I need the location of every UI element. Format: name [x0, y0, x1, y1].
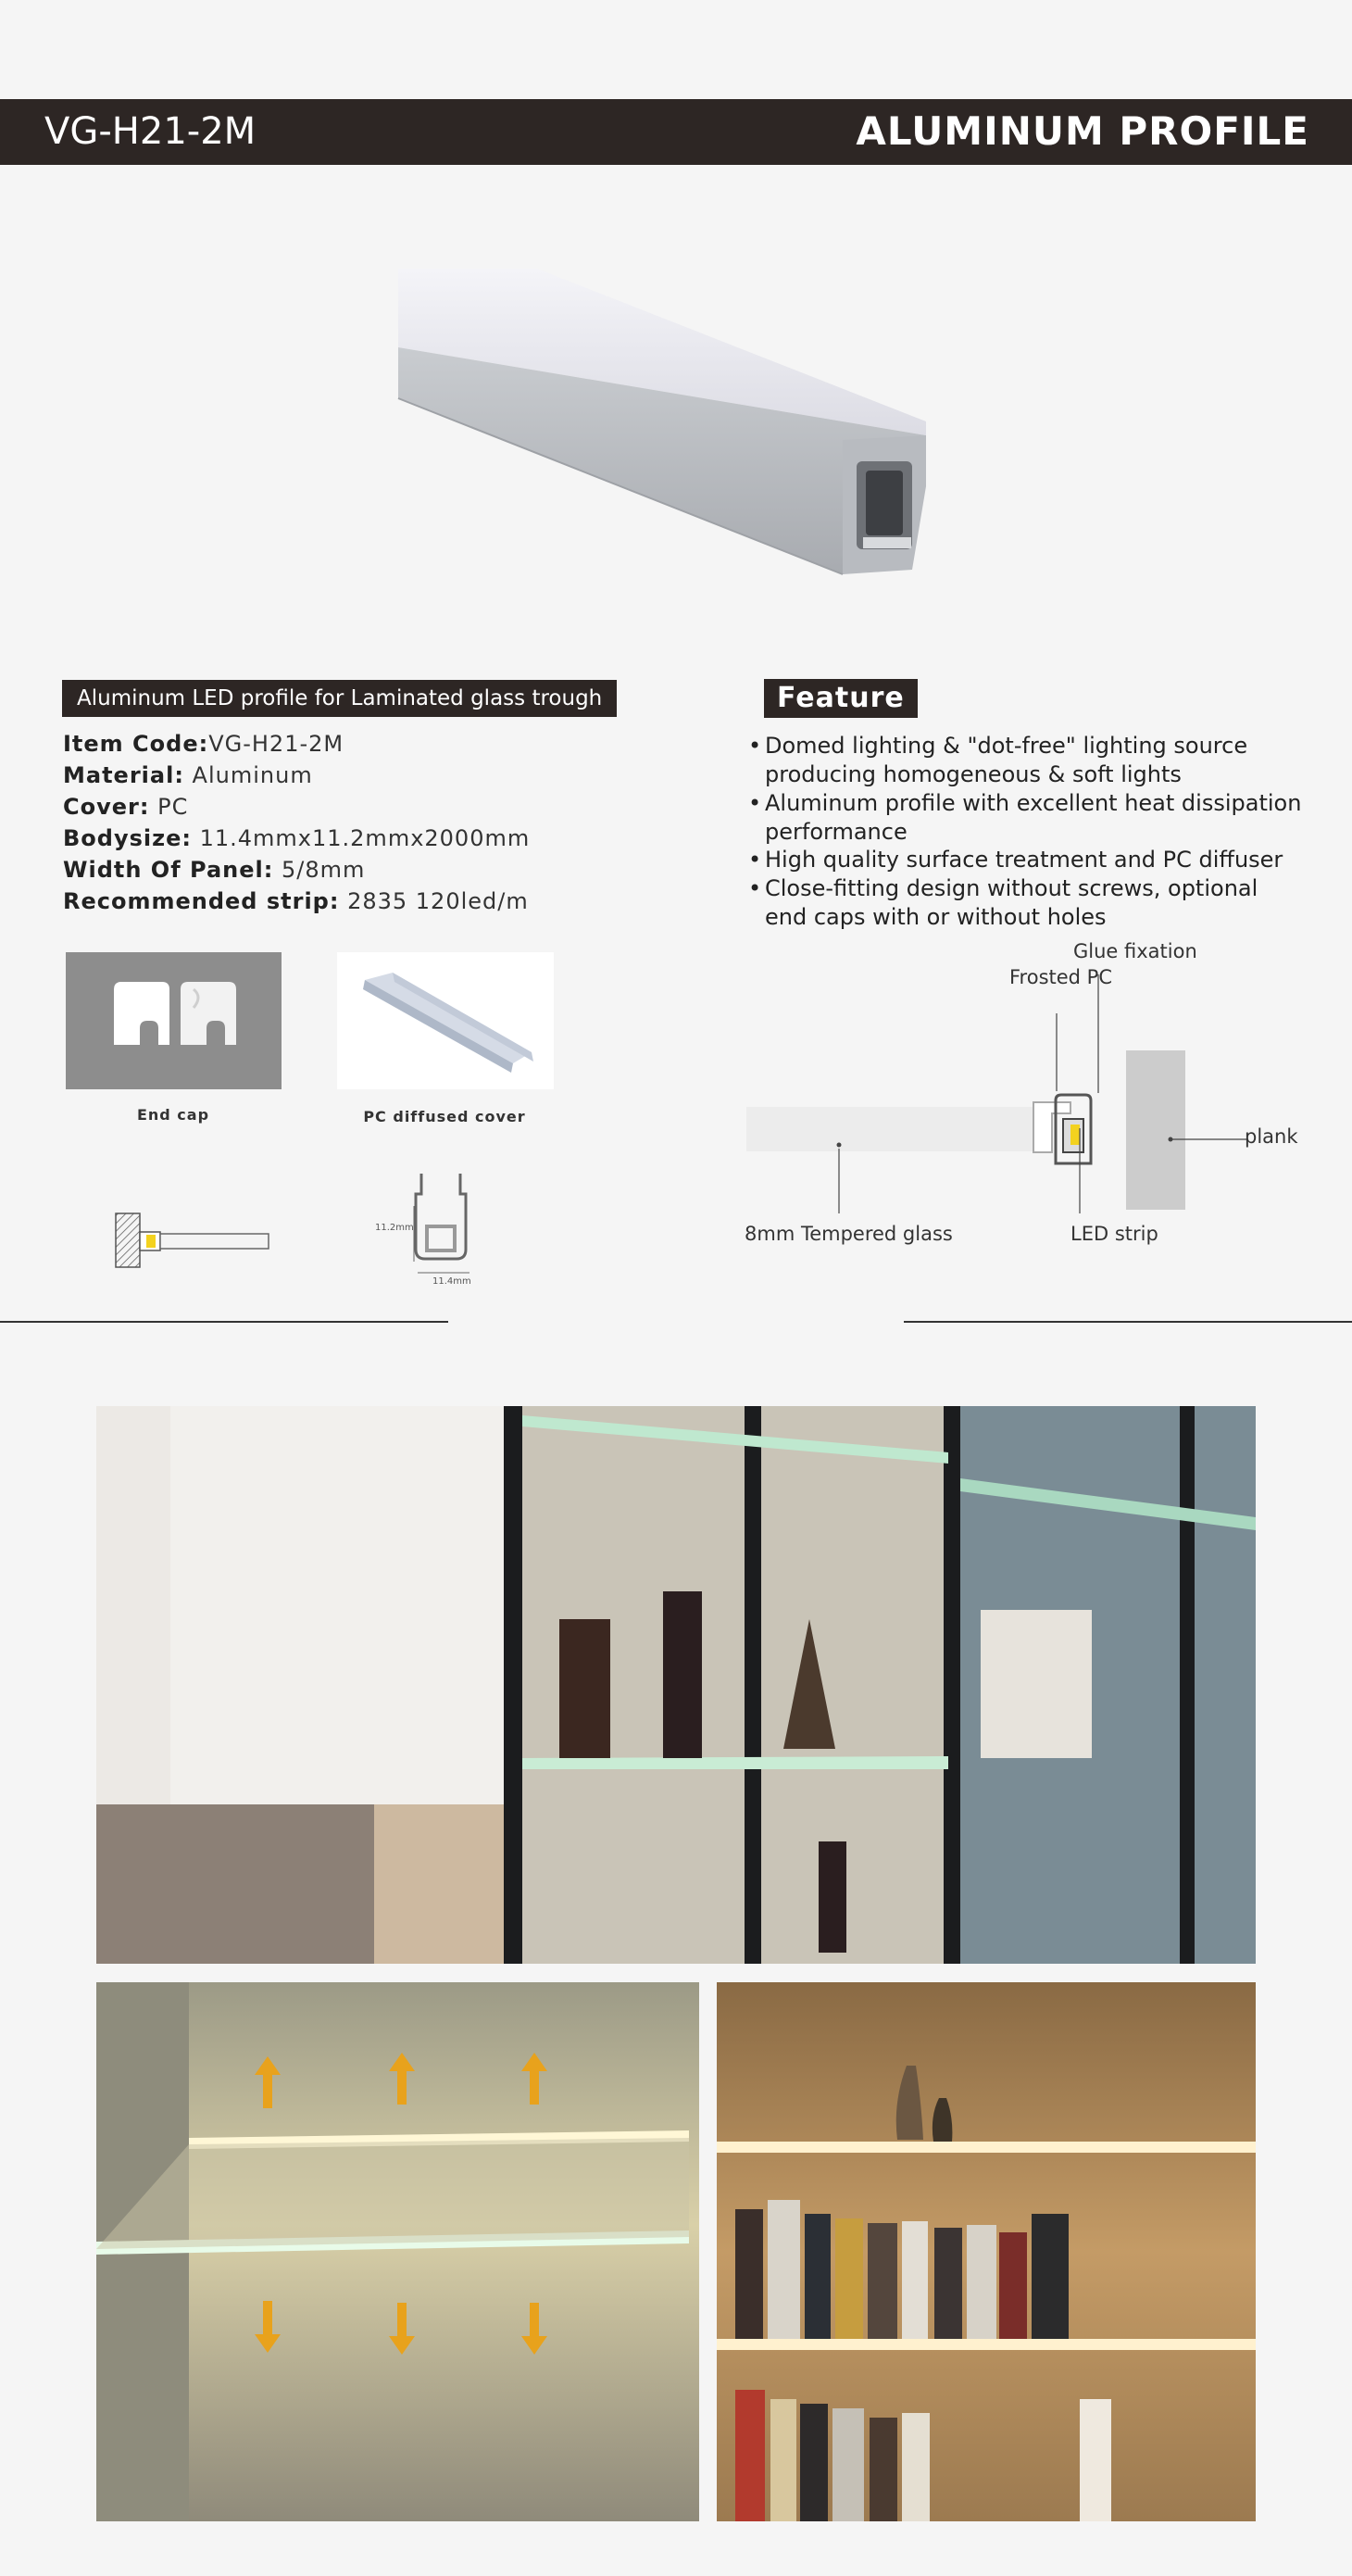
- product-profile-image: [389, 259, 945, 584]
- end-cap-icon: [66, 952, 282, 1089]
- cabinet-photo-image: [96, 1406, 1256, 1964]
- spec-bodysize: Bodysize: 11.4mmx11.2mmx2000mm: [63, 825, 531, 851]
- bookshelf-photo: [717, 1982, 1256, 2521]
- glass-shelf-photo: [96, 1982, 699, 2521]
- model-code: VG-H21-2M: [44, 110, 257, 153]
- spec-heading: Aluminum LED profile for Laminated glass trough: [62, 680, 617, 717]
- plank-label: plank: [1245, 1125, 1298, 1148]
- spec-recommended-strip: Recommended strip: 2835 120led/m: [63, 888, 529, 914]
- end-cap-image: [66, 952, 282, 1089]
- mount-diagram: [111, 1204, 278, 1278]
- end-cap-label: End cap: [136, 1106, 210, 1124]
- spec-material: Material: Aluminum: [63, 762, 313, 788]
- bookshelf-photo-image: [717, 1982, 1256, 2521]
- installation-diagram: [737, 936, 1330, 1250]
- cabinet-photo: [96, 1406, 1256, 1964]
- height-dimension: 11.2mm: [375, 1223, 414, 1233]
- feature-item: • Aluminum profile with excellent heat dissipation performance: [748, 790, 1302, 845]
- page-title: ALUMINUM PROFILE: [856, 108, 1309, 154]
- feature-item: • Domed lighting & "dot-free" lighting source producing homogeneous & soft lights: [748, 733, 1248, 787]
- led-strip-label: LED strip: [1070, 1223, 1158, 1245]
- glass-shelf-photo-image: [96, 1982, 699, 2521]
- section-dimension-diagram: [366, 1169, 500, 1294]
- spec-panel-width: Width Of Panel: 5/8mm: [63, 857, 366, 883]
- frosted-pc-label: Frosted PC: [1009, 966, 1112, 988]
- glass-label: 8mm Tempered glass: [745, 1223, 953, 1245]
- width-dimension: 11.4mm: [432, 1276, 471, 1287]
- divider-left: [0, 1321, 448, 1323]
- feature-heading: Feature: [764, 679, 918, 718]
- pc-cover-icon: [337, 952, 554, 1089]
- glue-label: Glue fixation: [1073, 940, 1197, 962]
- divider-right: [904, 1321, 1352, 1323]
- spec-cover: Cover: PC: [63, 794, 189, 820]
- feature-item: • Close-fitting design without screws, optional end caps with or without holes: [748, 875, 1258, 930]
- pc-cover-label: PC diffused cover: [363, 1108, 526, 1125]
- feature-item: • High quality surface treatment and PC diffuser: [748, 847, 1283, 873]
- pc-cover-image: [337, 952, 554, 1089]
- spec-item-code: Item Code:VG-H21-2M: [63, 731, 344, 757]
